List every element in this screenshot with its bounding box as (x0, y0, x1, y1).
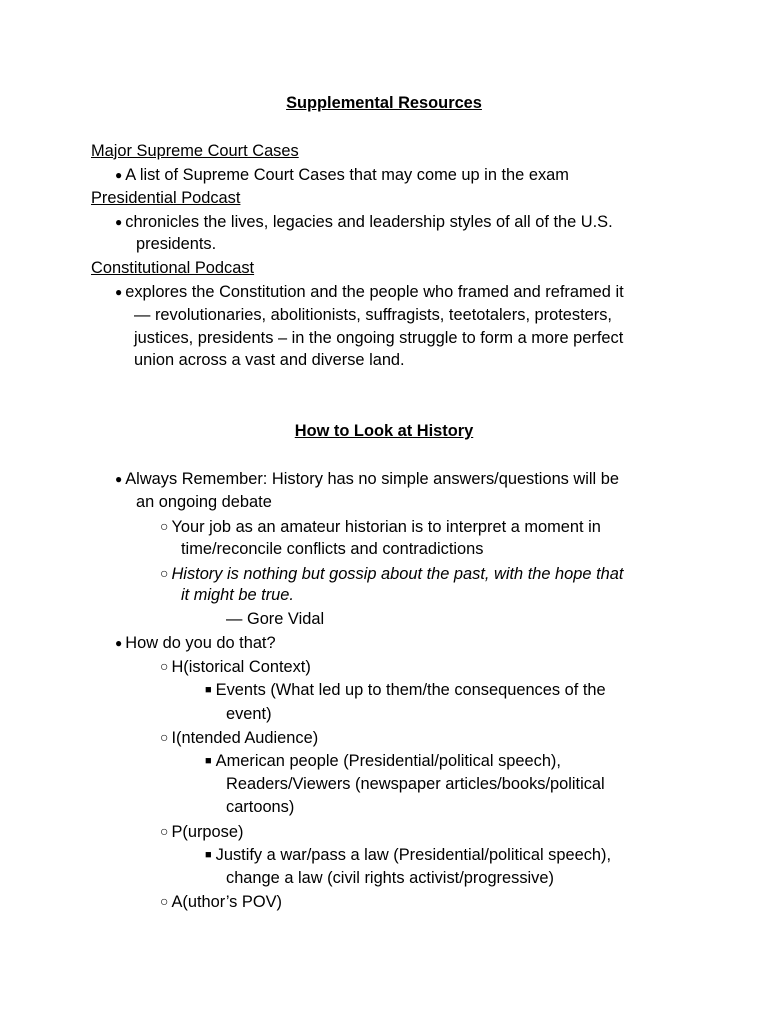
circle-bullet-icon: ○ (160, 658, 169, 674)
list-item-historical-context (160, 656, 311, 677)
list-item-text: I(ntended Audience) (171, 729, 319, 747)
bullet-icon: ● (115, 636, 123, 650)
list-item-purpose (160, 821, 243, 842)
bullet-icon: ● (115, 215, 123, 229)
quote-author: — Gore Vidal (226, 610, 325, 628)
list-item-text: change a law (civil rights activist/progressive) (226, 869, 554, 887)
circle-bullet-icon: ○ (160, 823, 169, 839)
circle-bullet-icon: ○ (160, 518, 169, 534)
resource-description-text: union across a vast and diverse land. (134, 351, 405, 369)
resource-link-supreme-court-cases[interactable]: Major Supreme Court Cases (91, 142, 299, 160)
bullet-icon: ● (115, 472, 123, 486)
list-item-text: A(uthor’s POV) (171, 893, 282, 911)
list-item-historian-job (160, 516, 601, 537)
resource-description-text: A list of Supreme Court Cases that may come up in the exam (125, 166, 569, 184)
quote-text: History is nothing but gossip about the past, with the hope that (171, 565, 624, 583)
circle-bullet-icon: ○ (160, 729, 169, 745)
resource-description (115, 282, 624, 302)
list-item-text: P(urpose) (171, 823, 244, 841)
list-item-authors-pov (160, 891, 282, 912)
resource-description (115, 165, 569, 185)
resource-link-constitutional-podcast[interactable]: Constitutional Podcast (91, 259, 255, 277)
quote-text: it might be true. (181, 586, 294, 604)
bullet-icon: ● (115, 168, 123, 182)
circle-bullet-icon: ○ (160, 893, 169, 909)
bullet-icon: ● (115, 285, 123, 299)
list-item-text: Justify a war/pass a law (Presidential/political speech), (215, 846, 612, 864)
list-item-detail (205, 751, 561, 771)
list-item-text: American people (Presidential/political speech), (215, 752, 561, 770)
circle-bullet-icon: ○ (160, 565, 169, 581)
square-bullet-icon: ■ (205, 684, 212, 696)
list-item-detail (205, 680, 606, 700)
section-title-supplemental-resources: Supplemental Resources (286, 94, 482, 112)
resource-link-presidential-podcast[interactable]: Presidential Podcast (91, 189, 241, 207)
resource-description-text: chronicles the lives, legacies and leadership styles of all of the U.S. (125, 213, 613, 231)
list-item-text: event) (226, 705, 272, 723)
square-bullet-icon: ■ (205, 755, 212, 767)
list-item-text: Always Remember: History has no simple answers/questions will be (125, 470, 619, 488)
list-item-text: How do you do that? (125, 634, 276, 652)
list-item-text: time/reconcile conflicts and contradictions (181, 540, 484, 558)
list-item-intended-audience (160, 727, 318, 748)
list-item-text: an ongoing debate (136, 493, 272, 511)
resource-description-text: explores the Constitution and the people who framed and reframed it (125, 283, 624, 301)
list-item-text: Events (What led up to them/the consequences of the (215, 681, 606, 699)
resource-description (115, 212, 613, 232)
list-item-text: Your job as an amateur historian is to interpret a moment in (171, 518, 601, 536)
list-item-text: cartoons) (226, 798, 295, 816)
resource-description-text: presidents. (136, 235, 217, 253)
resource-description-text: — revolutionaries, abolitionists, suffragists, teetotalers, protesters, (134, 306, 612, 324)
list-item-text: Readers/Viewers (newspaper articles/books/political (226, 775, 605, 793)
section-title-how-to-look-at-history: How to Look at History (294, 422, 474, 440)
list-item-how-question (115, 633, 276, 653)
resource-description-text: justices, presidents – in the ongoing struggle to form a more perfect (134, 329, 624, 347)
square-bullet-icon: ■ (205, 849, 212, 861)
list-item-detail (205, 845, 611, 865)
list-item-quote (160, 563, 623, 584)
list-item-always-remember (115, 469, 619, 489)
list-item-text: H(istorical Context) (171, 658, 311, 676)
